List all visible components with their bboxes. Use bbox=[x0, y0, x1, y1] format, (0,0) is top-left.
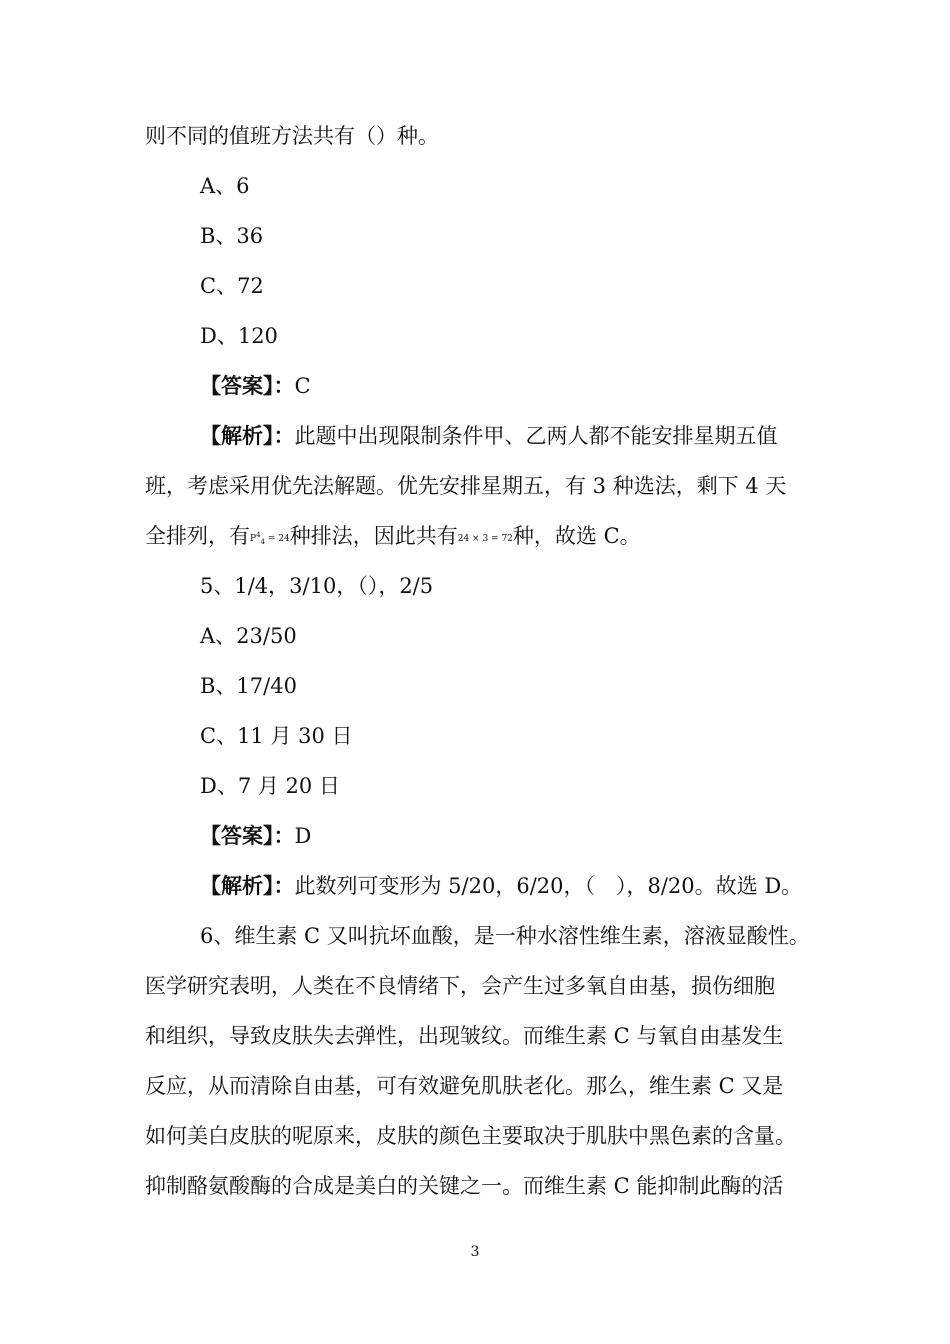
formula-sup: 4 bbox=[256, 531, 261, 539]
answer-value: C bbox=[294, 374, 311, 398]
question-6-line-1: 6、维生素 C 又叫抗坏血酸，是一种水溶性维生素，溶液显酸性。 bbox=[200, 924, 810, 948]
answer-value: D bbox=[294, 824, 312, 848]
analysis-label: 【解析】： bbox=[200, 874, 295, 898]
q4-analysis-line-2: 班，考虑采用优先法解题。优先安排星期五，有 3 种选法，剩下 4 天 bbox=[145, 474, 787, 498]
question-6-line-4: 反应，从而清除自由基，可有效避免肌肤老化。那么，维生素 C 又是 bbox=[145, 1074, 784, 1098]
analysis-text: 种，故选 C。 bbox=[512, 524, 641, 548]
question-4-stem-tail: 则不同的值班方法共有（）种。 bbox=[145, 124, 439, 148]
answer-label: 【答案】： bbox=[200, 824, 295, 848]
q5-option-b: B、17/40 bbox=[200, 674, 297, 698]
analysis-text: 种排法，因此共有 bbox=[289, 524, 458, 548]
question-6-line-5: 如何美白皮肤的呢原来，皮肤的颜色主要取决于肌肤中黑色素的含量。 bbox=[145, 1124, 796, 1148]
q5-option-c: C、11 月 30 日 bbox=[200, 724, 353, 748]
q5-analysis bbox=[200, 872, 802, 900]
q4-option-a: A、6 bbox=[200, 174, 250, 198]
analysis-label: 【解析】： bbox=[200, 424, 295, 448]
q4-answer bbox=[200, 372, 311, 400]
question-6-line-6: 抑制酪氨酸酶的合成是美白的关键之一。而维生素 C 能抑制此酶的活 bbox=[145, 1174, 784, 1198]
product-formula: 24 × 3 = 72 bbox=[457, 534, 513, 544]
analysis-text: 全排列，有 bbox=[145, 524, 250, 548]
q4-analysis-line-3 bbox=[145, 522, 641, 558]
question-6-line-2: 医学研究表明，人类在不良情绪下，会产生过多氧自由基，损伤细胞 bbox=[145, 974, 775, 998]
formula-base: P bbox=[250, 534, 257, 544]
formula-sub: 4 bbox=[260, 537, 265, 546]
q4-option-b: B、36 bbox=[200, 224, 264, 248]
q5-option-d: D、7 月 20 日 bbox=[200, 774, 340, 798]
answer-label: 【答案】： bbox=[200, 374, 295, 398]
q4-option-c: C、72 bbox=[200, 274, 264, 298]
question-6-line-3: 和组织，导致皮肤失去弹性，出现皱纹。而维生素 C 与氧自由基发生 bbox=[145, 1024, 784, 1048]
formula-result: = 24 bbox=[267, 534, 290, 544]
question-5-stem: 5、1/4，3/10，（），2/5 bbox=[200, 574, 434, 598]
analysis-text: 此数列可变形为 5/20，6/20，（ ），8/20。故选 D。 bbox=[294, 874, 803, 898]
analysis-text: 此题中出现限制条件甲、乙两人都不能安排星期五值 bbox=[294, 424, 778, 448]
permutation-formula bbox=[250, 531, 290, 546]
q5-option-a: A、23/50 bbox=[200, 624, 297, 648]
q4-option-d: D、120 bbox=[200, 324, 278, 348]
page-number: 3 bbox=[470, 1244, 480, 1260]
q5-answer bbox=[200, 822, 311, 850]
q4-analysis-line-1 bbox=[200, 422, 778, 450]
